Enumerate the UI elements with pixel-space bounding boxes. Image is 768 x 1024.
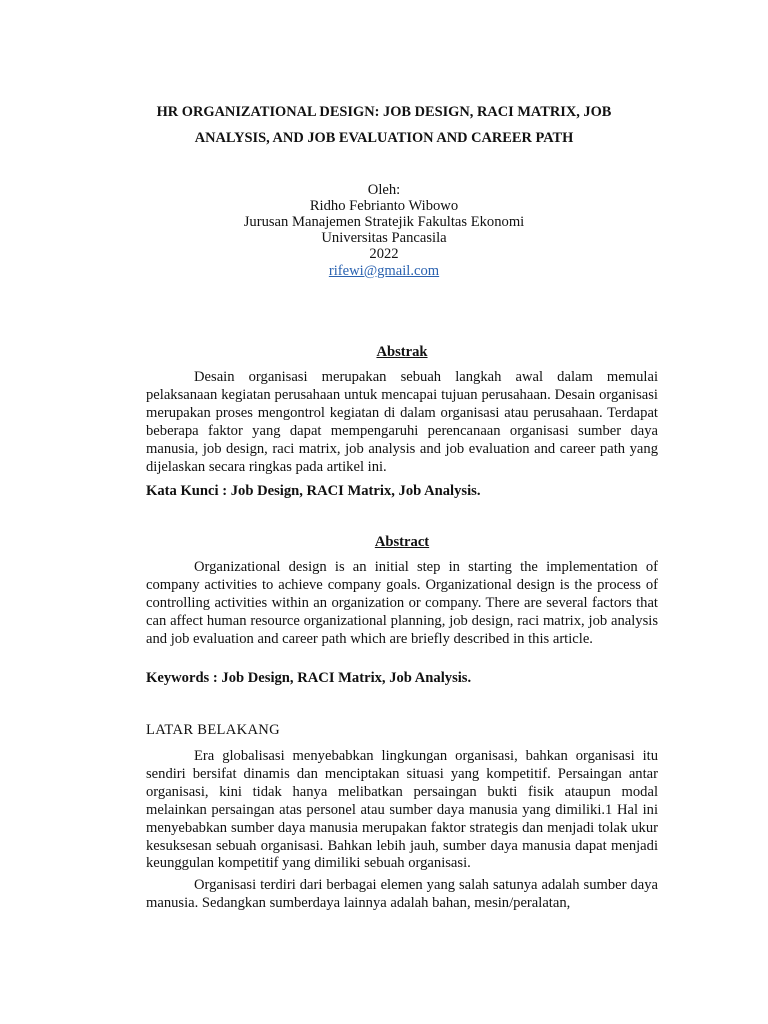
by-label: Oleh: xyxy=(367,182,401,198)
latar-belakang-paragraph-2: Organisasi terdiri dari berbagai elemen yang salah satunya adalah sumber daya manusia. Sedangkan sumberdaya lainnya adalah bahan, mesin/peralatan, xyxy=(146,877,658,911)
author-email-link[interactable]: rifewi@gmail.com xyxy=(328,263,440,279)
author-name: Ridho Febrianto Wibowo xyxy=(309,198,459,214)
abstract-keywords: Keywords : Job Design, RACI Matrix, Job Analysis. xyxy=(146,670,472,686)
abstract-body: Organizational design is an initial step in starting the implementation of company activities to achieve company goals. Organizational design is the process of controlling activities within an organization or company. There are several factors that can affect human resource organizational planning, job design, raci matrix, job analysis and job evaluation and career path which are briefly described in this article. xyxy=(146,559,658,647)
abstrak-heading: Abstrak xyxy=(376,344,428,360)
latar-belakang-heading: LATAR BELAKANG xyxy=(146,722,280,738)
abstrak-keywords: Kata Kunci : Job Design, RACI Matrix, Job Analysis. xyxy=(146,483,481,499)
abstract-heading: Abstract xyxy=(374,534,430,550)
author-department: Jurusan Manajemen Stratejik Fakultas Ekonomi xyxy=(243,214,525,230)
paper-title-line-2: ANALYSIS, AND JOB EVALUATION AND CAREER PATH xyxy=(194,130,574,146)
latar-belakang-paragraph-1: Era globalisasi menyebabkan lingkungan organisasi, bahkan organisasi itu sendiri bersifat dinamis dan menciptakan situasi yang kompetitif. Persaingan antar organisasi, kini tidak hanya melibatkan persaingan bukti fisik ataupun modal melainkan persaingan atas personel atau sumber daya manusia yang dimiliki.1 Hal ini menyebabkan sumber daya manusia merupakan faktor strategis dan menjadi tolak ukur kesuksesan sebuah organisasi. Bahkan lebih jauh, sumber daya manusia dapat menjadi keunggulan kompetitif yang dimiliki sebuah organisasi. xyxy=(146,748,658,872)
author-email-line xyxy=(146,263,622,279)
abstrak-body: Desain organisasi merupakan sebuah langkah awal dalam memulai pelaksanaan kegiatan perusahaan untuk mencapai tujuan perusahaan. Desain organisasi merupakan proses mengontrol kegiatan di dalam organisasi atau perusahaan. Terdapat beberapa faktor yang dapat mempengaruhi perencanaan organisasi sumber daya manusia, job design, raci matrix, job analysis and job evaluation and career path yang dijelaskan secara ringkas pada artikel ini. xyxy=(146,369,658,475)
paper-title-line-1: HR ORGANIZATIONAL DESIGN: JOB DESIGN, RACI MATRIX, JOB xyxy=(156,104,612,120)
author-university: Universitas Pancasila xyxy=(321,230,447,246)
publication-year: 2022 xyxy=(369,246,399,262)
